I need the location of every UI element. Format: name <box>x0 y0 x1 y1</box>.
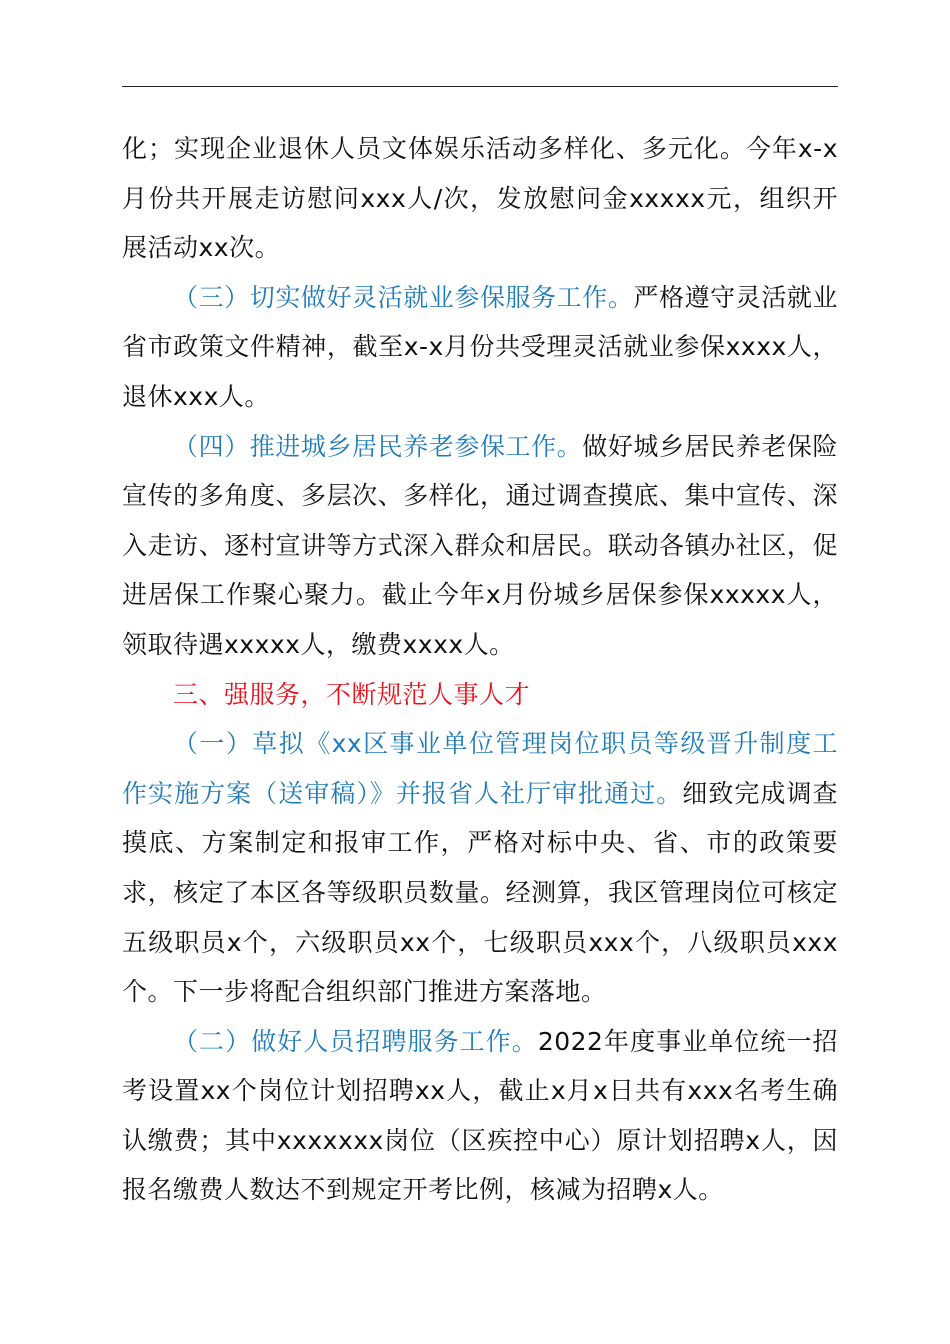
section-title <box>122 670 838 720</box>
paragraph-staff-grade-plan <box>122 719 838 1017</box>
document-body <box>122 124 838 1215</box>
paragraph-heading: （三）切实做好灵活就业参保服务工作。 <box>173 282 634 312</box>
paragraph-body: 2022年度事业单位统一招考设置xx个岗位计划招聘xx人，截止x月x日共有xxx名考生确认缴费；其中xxxxxxx岗位（区疾控中心）原计划招聘x人，因报名缴费人数达不到规定开考比例，核减为招聘x人。 <box>122 1026 838 1205</box>
paragraph-body: 严格遵守灵活就业省市政策文件精神，截至x-x月份共受理灵活就业参保xxxx人，退休xxx人。 <box>122 282 838 411</box>
paragraph-body: 化；实现企业退休人员文体娱乐活动多样化、多元化。今年x-x月份共开展走访慰问xxx人/次，发放慰问金xxxxx元，组织开展活动xx次。 <box>122 134 838 263</box>
paragraph-continuation <box>122 124 838 273</box>
paragraph-body: 做好城乡居民养老保险宣传的多角度、多层次、多样化，通过调查摸底、集中宣传、深入走访、逐村宣讲等方式深入群众和居民。联动各镇办社区，促进居保工作聚心聚力。截止今年x月份城乡居保参保xxxxx人，领取待遇xxxxx人，缴费xxxx人。 <box>122 431 838 659</box>
header-rule <box>122 86 838 87</box>
paragraph-resident-pension <box>122 422 838 670</box>
paragraph-heading: （一）草拟《xx区事业单位管理岗位职员等级晋升制度工作实施方案（送审稿）》并报省人社厅审批通过。 <box>122 729 838 808</box>
paragraph-flexible-employment <box>122 273 838 422</box>
paragraph-body: 细致完成调查摸底、方案制定和报审工作，严格对标中央、省、市的政策要求，核定了本区各等级职员数量。经测算，我区管理岗位可核定五级职员x个，六级职员xx个，七级职员xxx个，八级职员xxx个。下一步将配合组织部门推进方案落地。 <box>122 778 838 1007</box>
paragraph-heading: （二）做好人员招聘服务工作。 <box>173 1026 538 1056</box>
paragraph-recruitment <box>122 1017 838 1215</box>
paragraph-heading: （四）推进城乡居民养老参保工作。 <box>173 431 583 461</box>
section-title-text: 三、强服务，不断规范人事人才 <box>173 679 531 709</box>
